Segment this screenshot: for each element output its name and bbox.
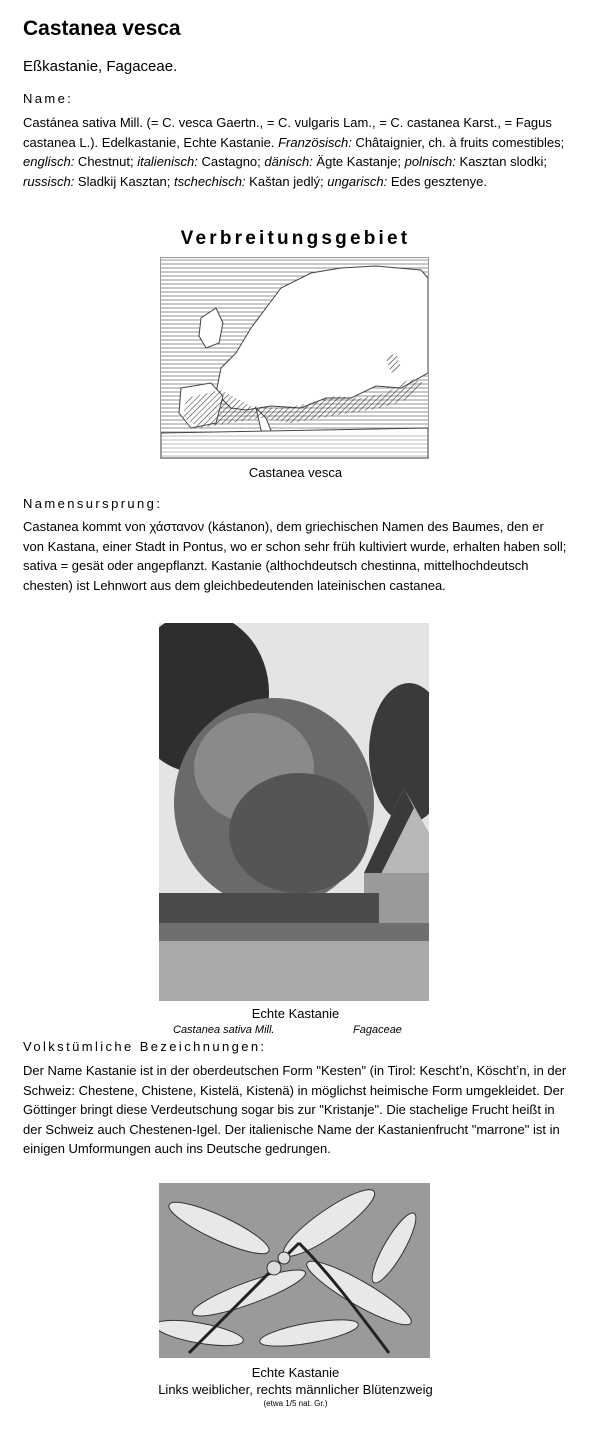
folk-names-text: Der Name Kastanie ist in der oberdeutschen Form "Kesten" (in Tirol: Keschtʼn, Köschtʼn, in der Schweiz: Chestene, Chistene, Kistelä, Kistenä) in möglichst heimische Form umgekleidet. Der Göttinger bringt diese Verdeutschung sogar bis zur "Kristanje". Die stachelige Frucht heißt in der Schweiz auch Chestenen-Igel. Der italienische Name der Kastanienfrucht "marrone" ist in einigen Umformungen auch ins Deutsche gedrungen. (23, 1063, 567, 1156)
name-text-segment: Castagno; (197, 154, 265, 169)
branch-caption-detail: Links weiblicher, rechts männlicher Blütenzweig (158, 1382, 433, 1397)
name-text-segment: Castánea sativa Mill. (= C. vesca Gaertn., = C. vulgaris Lam., = C. castanea Karst., = Fagus castanea L.). Edelkastanie, Echte Kastanie. (23, 115, 552, 150)
name-text-segment: Châtaignier, ch. à fruits comestibles; (351, 134, 565, 150)
subtitle: Eßkastanie, Fagaceae. (23, 58, 178, 75)
europe-map-illustration (161, 258, 428, 458)
tree-photo (159, 623, 429, 1001)
page-title: Castanea vesca (23, 17, 181, 40)
language-label: russisch: (23, 173, 75, 189)
tree-subcaption-family: Fagaceae (353, 1024, 402, 1036)
name-text-segment: Chestnut; (74, 154, 138, 169)
name-text-segment: Kasztan slodki; (455, 154, 547, 169)
language-label: dänisch: (264, 154, 313, 169)
language-label: Französisch: (278, 134, 352, 150)
tree-subcaption-species: Castanea sativa Mill. (173, 1024, 275, 1036)
distribution-caption: Castanea vesca (248, 465, 343, 480)
chestnut-branch-illustration (159, 1183, 430, 1358)
distribution-map (160, 257, 429, 459)
tree-caption: Echte Kastanie (251, 1006, 340, 1021)
language-label: polnisch: (404, 154, 456, 169)
origin-label: Namensursprung: (23, 496, 163, 511)
name-text-segment: Sladkij Kasztan; (74, 173, 175, 189)
name-section-label: Name: (23, 91, 74, 106)
folk-names-label: Volkstümliche Bezeichnungen: (23, 1039, 267, 1054)
chestnut-tree-illustration (159, 623, 429, 1001)
name-text-segment: Kaštan jedlý; (245, 173, 328, 189)
language-label: italienisch: (137, 154, 198, 169)
distribution-heading: Verbreitungsgebiet (180, 228, 411, 249)
language-label: tschechisch: (174, 173, 246, 189)
name-section-text (23, 113, 568, 191)
language-label: ungarisch: (327, 173, 388, 189)
branch-caption: Echte Kastanie (251, 1365, 340, 1380)
name-text-segment: Ägte Kastanje; (312, 154, 405, 169)
language-label: englisch: (23, 154, 75, 169)
name-text-segment: Edes gesztenye. (387, 173, 487, 189)
origin-text: Castanea kommt von χάστανον (kástanon), dem griechischen Namen des Baumes, den er von Kastana, einer Stadt in Pontus, wo er schon sehr früh kultiviert wurde, erhalten haben soll; sativa = gesät oder angepflanzt. Kastanie (althochdeutsch chestinna, mittelhochdeutsch chesten) ist Lehnwort aus dem gleichbedeutenden lateinischen castanea. (23, 519, 567, 593)
branch-photo (159, 1183, 430, 1358)
branch-caption-scale: (etwa 1/5 nat. Gr.) (263, 1399, 328, 1408)
